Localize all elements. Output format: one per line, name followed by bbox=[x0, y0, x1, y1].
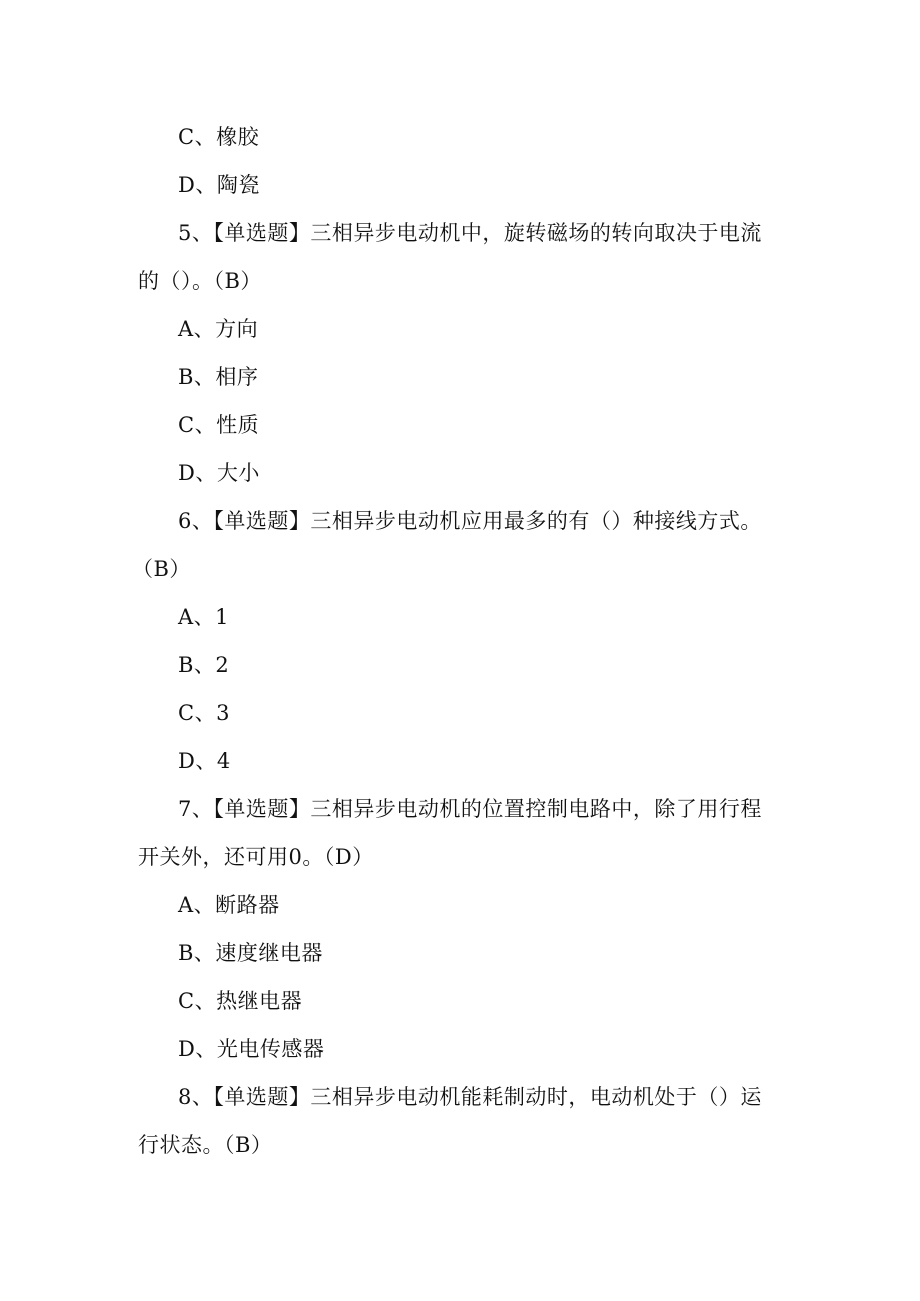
question-continuation-line: 的（）。（B） bbox=[138, 269, 262, 293]
option-line: A、1 bbox=[178, 605, 230, 629]
option-line: D、光电传感器 bbox=[178, 1037, 325, 1061]
question-continuation-line: 行状态。（B） bbox=[138, 1133, 273, 1157]
option-line: B、相序 bbox=[178, 365, 259, 389]
question-line: 5、【单选题】三相异步电动机中，旋转磁场的转向取决于电流 bbox=[178, 221, 762, 245]
question-continuation-line: （B） bbox=[132, 557, 191, 581]
option-line: B、速度继电器 bbox=[178, 941, 323, 965]
option-line: C、热继电器 bbox=[178, 989, 303, 1013]
question-line: 6、【单选题】三相异步电动机应用最多的有（）种接线方式。 bbox=[178, 509, 762, 533]
option-line: B、2 bbox=[178, 653, 230, 677]
option-line: D、陶瓷 bbox=[178, 173, 260, 197]
option-line: D、大小 bbox=[178, 461, 260, 485]
option-line: C、性质 bbox=[178, 413, 260, 437]
option-line: C、3 bbox=[178, 701, 230, 725]
question-line: 8、【单选题】三相异步电动机能耗制动时，电动机处于（）运 bbox=[178, 1085, 762, 1109]
question-continuation-line: 开关外，还可用0。（D） bbox=[138, 845, 374, 869]
option-line: A、方向 bbox=[178, 317, 259, 341]
question-line: 7、【单选题】三相异步电动机的位置控制电路中，除了用行程 bbox=[178, 797, 762, 821]
option-line: D、4 bbox=[178, 749, 231, 773]
option-line: C、橡胶 bbox=[178, 125, 260, 149]
option-line: A、断路器 bbox=[178, 893, 280, 917]
